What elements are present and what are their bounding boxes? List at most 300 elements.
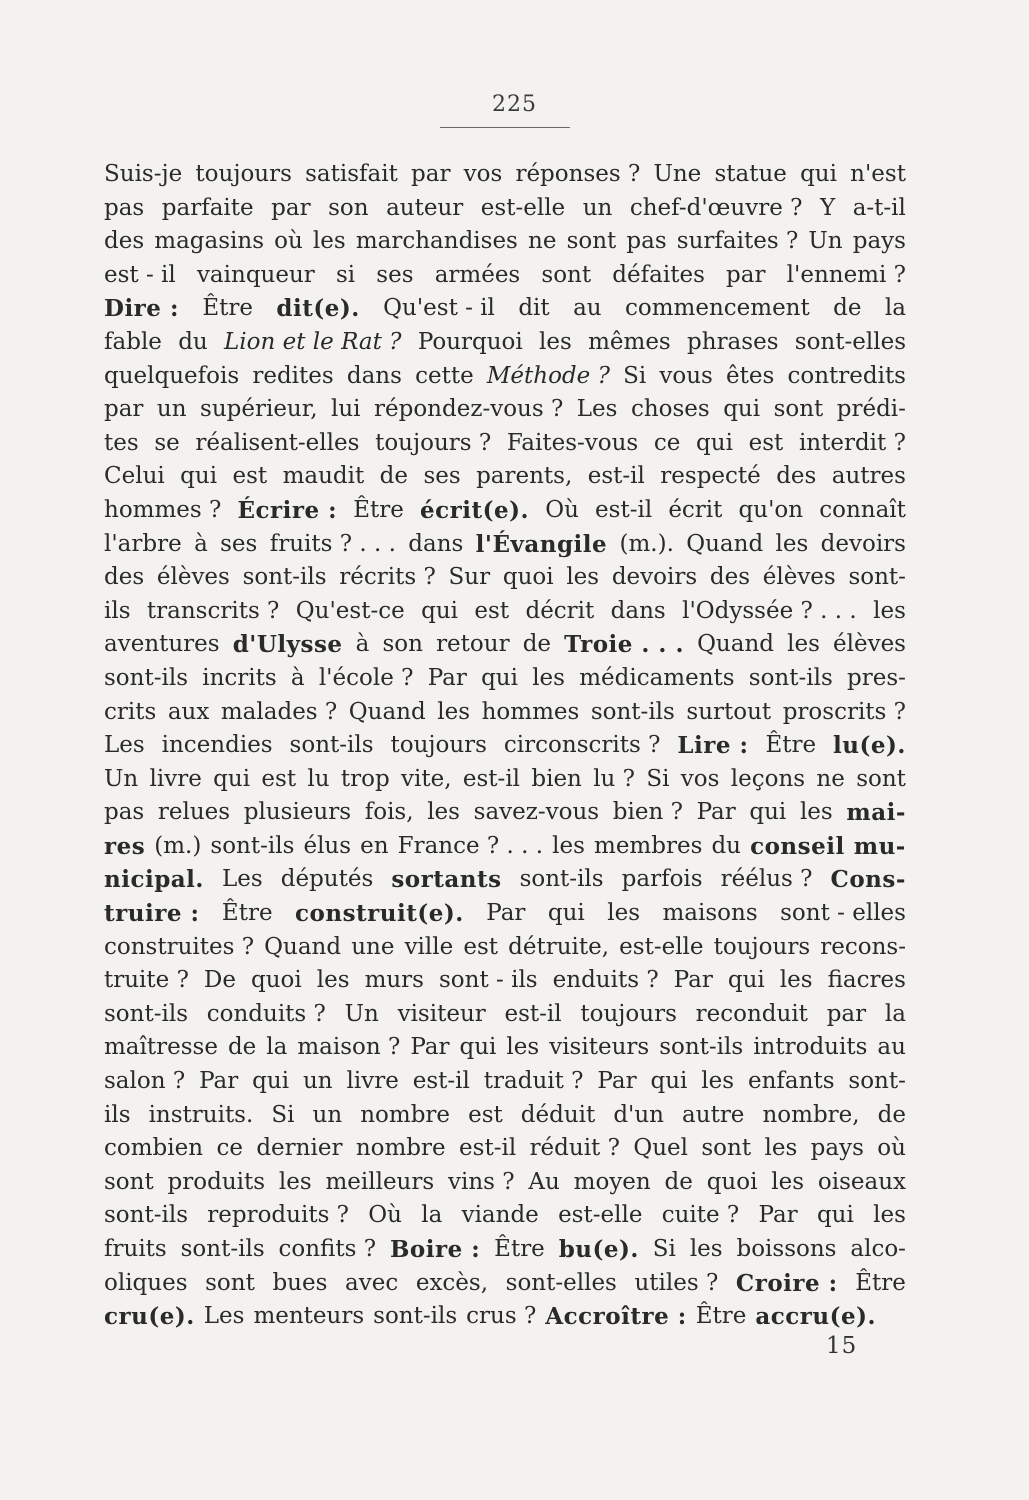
word: enduits ?	[552, 967, 659, 994]
word: incrits	[202, 664, 277, 691]
word: les	[312, 228, 346, 255]
word: res	[104, 832, 146, 860]
word: l'ennemi ?	[786, 261, 906, 288]
word: magasins	[154, 228, 264, 255]
word: sont-elles	[505, 1269, 617, 1296]
word: Être	[695, 1303, 747, 1330]
word: son	[328, 194, 369, 221]
word: des	[776, 463, 817, 490]
word: est-il	[462, 765, 521, 792]
word: Les	[104, 732, 145, 759]
word: aventures	[104, 631, 220, 658]
word: sont-	[848, 564, 906, 591]
word: leçons	[730, 765, 806, 792]
word: tes	[104, 429, 139, 456]
word: Au	[528, 1168, 560, 1195]
word: truite ?	[104, 967, 189, 994]
word: toujours	[390, 732, 487, 759]
word: commencement	[625, 295, 810, 322]
word: lu	[307, 765, 330, 792]
word: recons-	[820, 933, 906, 960]
word: Méthode ?	[486, 362, 610, 389]
word: (m.).	[619, 530, 674, 557]
word: vite,	[401, 765, 452, 792]
word: sont-elles	[794, 328, 906, 355]
text-line	[104, 1267, 906, 1301]
word: qui	[696, 429, 733, 456]
word: par	[104, 396, 144, 423]
word: cuite ?	[661, 1202, 740, 1229]
word: est-elle	[558, 1202, 643, 1229]
text-line	[104, 863, 906, 897]
word: Quel	[633, 1135, 688, 1162]
word: bues	[272, 1269, 328, 1296]
word: est	[261, 765, 297, 792]
word: sont-	[848, 1068, 906, 1095]
text-line	[104, 628, 906, 662]
word: choses	[630, 396, 710, 423]
text-line	[104, 796, 906, 830]
word: une	[351, 933, 395, 960]
word: excès,	[415, 1269, 489, 1296]
word: produits	[167, 1168, 266, 1195]
word: parfaite	[161, 194, 254, 221]
word: à	[194, 530, 208, 557]
word: Qu'est - il	[383, 295, 495, 322]
word: salon ?	[104, 1068, 186, 1095]
word: les	[787, 631, 820, 658]
word: par	[411, 161, 451, 187]
word: pas	[104, 799, 145, 826]
word: de	[833, 295, 862, 322]
word: devoirs	[820, 530, 906, 557]
word: les	[701, 1068, 735, 1095]
text-line	[104, 460, 906, 494]
text-line	[104, 931, 906, 965]
word: au	[573, 295, 602, 322]
word: Cons-	[830, 866, 906, 894]
word: circonscrits ?	[503, 732, 661, 759]
word: Faites-vous	[506, 429, 639, 456]
word: est	[232, 463, 268, 490]
word: êtes	[726, 362, 775, 389]
text-line	[104, 763, 906, 797]
word: Un	[104, 765, 139, 792]
word: sont-ils	[104, 1202, 188, 1229]
word: autres	[831, 463, 906, 490]
word: moyen	[573, 1168, 651, 1195]
word: les	[607, 900, 641, 927]
word: pays	[810, 1135, 864, 1162]
word: conduits ?	[206, 1000, 326, 1027]
word: pays	[852, 228, 906, 255]
word: est-il	[504, 1000, 562, 1027]
word: De	[203, 967, 236, 994]
word: réduit ?	[529, 1135, 620, 1162]
word: si	[335, 261, 356, 288]
word: boissons	[736, 1236, 837, 1262]
word: qui	[180, 463, 218, 490]
word: qui	[723, 396, 761, 423]
word: relues	[157, 799, 231, 826]
word: oliques	[104, 1269, 188, 1296]
word: Quand	[697, 631, 774, 658]
text-line	[104, 326, 906, 360]
word: vos	[463, 161, 503, 187]
word: les	[427, 799, 460, 826]
word: Être	[221, 900, 273, 927]
word: aux	[167, 698, 210, 725]
word: sont-ils	[180, 1236, 265, 1262]
word: où	[274, 228, 303, 255]
word: sont-ils	[289, 732, 374, 759]
word: Troie . . .	[564, 631, 684, 659]
word: maîtresse	[104, 1034, 218, 1061]
word: maison ?	[297, 1034, 401, 1061]
word: au	[877, 1034, 906, 1061]
word: truire :	[104, 900, 200, 928]
text-line	[104, 158, 906, 192]
word: qui	[481, 664, 518, 691]
word: viande	[461, 1202, 539, 1229]
word: alco-	[850, 1236, 906, 1262]
word: dernier	[256, 1135, 343, 1162]
word: menteurs	[253, 1303, 365, 1330]
word: fruits ? . . .	[269, 530, 396, 557]
text-line	[104, 259, 906, 293]
word: l'école ?	[318, 664, 414, 691]
word: conseil	[750, 832, 845, 860]
word: (m.)	[154, 832, 202, 859]
word: toujours	[195, 161, 292, 187]
word: sont-ils	[748, 664, 833, 691]
word: les	[278, 1168, 312, 1195]
word: sont	[773, 396, 824, 423]
word: réalisent-elles	[195, 429, 360, 456]
word: Être	[494, 1236, 545, 1262]
word: pas	[104, 194, 145, 221]
word: d'Ulysse	[232, 631, 343, 659]
word: Où	[368, 1202, 402, 1229]
word: par	[826, 1000, 867, 1027]
word: mu-	[853, 832, 906, 860]
word: où	[877, 1135, 906, 1162]
word: la	[266, 1034, 288, 1061]
word: transcrits ?	[146, 597, 280, 624]
word: Écrire :	[237, 496, 338, 524]
text-line	[104, 393, 906, 427]
word: Dire :	[104, 295, 179, 323]
word: d'un	[613, 1101, 664, 1128]
word: dans	[408, 530, 464, 557]
word: les	[873, 597, 906, 624]
word: est	[463, 933, 499, 960]
word: utiles ?	[634, 1269, 719, 1296]
word: Par	[199, 1068, 239, 1095]
word: répondez-vous ?	[374, 396, 564, 423]
word: réponses ?	[515, 161, 641, 187]
text-line	[104, 964, 906, 998]
word: Les	[203, 1303, 245, 1330]
word: connaît	[819, 496, 906, 523]
word: Si	[271, 1101, 295, 1128]
word: redites	[252, 362, 334, 389]
word: Par	[410, 1034, 450, 1061]
word: toujours ?	[375, 429, 492, 456]
word: les	[532, 664, 565, 691]
word: la	[884, 1000, 906, 1027]
word: nicipal.	[104, 866, 204, 894]
text-line	[104, 830, 906, 864]
word: fois,	[364, 799, 414, 826]
word: récrits ?	[339, 564, 436, 591]
word: Une	[653, 161, 702, 187]
word: sont	[205, 1269, 255, 1296]
word: qui	[252, 1068, 290, 1095]
word: maisons	[662, 900, 758, 927]
word: de	[227, 1034, 257, 1061]
text-line	[104, 696, 906, 730]
word: qui	[547, 900, 585, 927]
word: avec	[345, 1269, 399, 1296]
word: supérieur,	[200, 396, 318, 423]
word: pres-	[847, 664, 906, 691]
word: membres	[594, 832, 703, 859]
word: détruite,	[508, 933, 610, 960]
word: maudit	[282, 463, 365, 490]
word: lu(e).	[833, 732, 906, 760]
word: construites ?	[104, 933, 255, 960]
word: ils	[104, 1101, 131, 1128]
word: les	[799, 799, 833, 826]
word: proscrits ?	[782, 698, 906, 725]
text-line	[104, 998, 906, 1032]
word: Les	[221, 866, 263, 893]
word: par	[726, 261, 766, 288]
word: Par	[486, 900, 526, 927]
word: à	[355, 631, 370, 658]
word: l'arbre	[104, 530, 182, 557]
word: sont-ils	[242, 564, 327, 591]
word: un	[156, 396, 187, 423]
word: nombre,	[762, 1101, 860, 1128]
word: Être	[202, 295, 253, 322]
word: sont	[104, 1168, 154, 1195]
word: ne	[816, 765, 845, 792]
word: qui	[749, 799, 787, 826]
word: est	[468, 1101, 503, 1128]
word: sont-ils	[104, 1000, 188, 1027]
word: qui	[459, 1034, 497, 1061]
word: défaites	[612, 261, 705, 288]
word: n'est	[850, 161, 906, 187]
word: du	[711, 832, 741, 859]
word: nombre	[355, 1135, 446, 1162]
word: toujours	[580, 1000, 677, 1027]
word: qui	[800, 161, 837, 187]
word: armées	[434, 261, 521, 288]
word: Si	[652, 1236, 676, 1262]
word: a-t-il	[852, 194, 906, 221]
text-line	[104, 1233, 906, 1267]
word: Si	[623, 362, 647, 389]
word: ses	[423, 463, 461, 490]
word: sont-ils	[519, 866, 604, 893]
word: l'Évangile	[475, 530, 608, 558]
word: Être	[855, 1269, 906, 1296]
word: écrit(e).	[420, 496, 530, 524]
word: les	[566, 564, 600, 591]
word: sont	[566, 228, 617, 255]
word: Sur	[448, 564, 491, 591]
word: Pourquoi	[417, 328, 523, 355]
word: un	[312, 1101, 343, 1128]
word: sont-ils	[104, 664, 188, 691]
text-line	[104, 595, 906, 629]
word: retour	[436, 631, 510, 658]
word: parents,	[476, 463, 573, 490]
word: accru(e).	[755, 1303, 877, 1331]
word: médicaments	[579, 664, 735, 691]
word: dit(e).	[276, 295, 360, 323]
word: toujours	[713, 933, 811, 960]
word: bien ?	[612, 799, 683, 826]
word: traduit ?	[483, 1068, 584, 1095]
text-line	[104, 1300, 906, 1334]
word: phrases	[687, 328, 779, 355]
word: quelquefois	[104, 362, 240, 389]
word: malades ?	[220, 698, 338, 725]
word: incendies	[161, 732, 273, 759]
word: les	[539, 328, 572, 355]
word: élèves	[156, 564, 230, 591]
word: surtout	[686, 698, 772, 725]
word: écrit	[668, 496, 723, 523]
word: Quand	[686, 530, 764, 557]
word: statue	[714, 161, 787, 187]
word: Être	[765, 732, 817, 759]
word: qui	[213, 765, 251, 792]
word: sont-ils	[373, 1303, 458, 1330]
text-line	[104, 897, 906, 931]
word: les	[437, 698, 471, 725]
word: sont	[856, 765, 906, 792]
word: lui	[331, 396, 361, 423]
word: mai-	[846, 799, 906, 827]
word: visiteur	[397, 1000, 486, 1027]
text-line	[104, 1132, 906, 1166]
word: respecté	[660, 463, 761, 490]
word: pas	[626, 228, 667, 255]
word: qui	[650, 1068, 688, 1095]
word: plusieurs	[243, 799, 352, 826]
word: savez-vous	[473, 799, 600, 826]
word: ses	[376, 261, 414, 288]
word: enfants	[747, 1068, 835, 1095]
word: sont - ils	[439, 967, 538, 994]
text-line	[104, 427, 906, 461]
word: sont-ils	[590, 698, 675, 725]
word: Quand	[348, 698, 426, 725]
word: autre	[682, 1101, 745, 1128]
word: qu'on	[738, 496, 804, 523]
word: élus	[303, 832, 352, 859]
word: bu(e).	[558, 1236, 639, 1263]
word: Par	[597, 1068, 637, 1095]
text-line	[104, 561, 906, 595]
word: parfois	[621, 866, 703, 893]
word: dit	[518, 295, 550, 322]
word: un	[582, 194, 613, 221]
word: satisfait	[305, 161, 398, 187]
word: sont	[701, 1135, 752, 1162]
word: surfaites ?	[676, 228, 799, 255]
word: Par	[696, 799, 736, 826]
word: est - il	[104, 261, 176, 288]
word: les	[552, 832, 585, 859]
word: son	[382, 631, 423, 658]
word: qui	[727, 967, 765, 994]
word: fruits	[104, 1236, 167, 1262]
word: un	[302, 1068, 333, 1095]
word: sont-ils	[659, 1034, 744, 1061]
word: est-elle	[480, 194, 566, 221]
word: meilleurs	[325, 1168, 435, 1195]
word: est	[748, 429, 784, 456]
body-text	[104, 158, 906, 1334]
word: Lion et le Rat ?	[224, 328, 402, 355]
word: les	[771, 1168, 805, 1195]
word: sont	[541, 261, 592, 288]
word: chef-d'œuvre ?	[629, 194, 803, 221]
word: visiteurs	[549, 1034, 650, 1061]
word: de	[877, 1101, 906, 1128]
word: les	[873, 1202, 906, 1229]
word: contredits	[787, 362, 906, 389]
text-line	[104, 494, 906, 528]
word: de	[664, 1168, 693, 1195]
word: nombre	[360, 1101, 451, 1128]
word: devoirs	[611, 564, 698, 591]
word: quoi	[706, 1168, 758, 1195]
word: décrit	[525, 597, 595, 624]
word: dans	[346, 362, 402, 389]
word: de	[379, 463, 409, 490]
word: Boire :	[389, 1236, 481, 1263]
word: des	[104, 564, 145, 591]
word: Par	[673, 967, 713, 994]
word: murs	[364, 967, 424, 994]
word: oiseaux	[817, 1168, 906, 1195]
word: députés	[280, 866, 374, 893]
word: ce	[653, 429, 681, 456]
word: ne	[528, 228, 557, 255]
word: réélus ?	[720, 866, 813, 893]
word: trop	[340, 765, 390, 792]
word: l'Odyssée ? . . .	[682, 597, 857, 624]
word: France ? . . .	[397, 832, 544, 859]
word: Qu'est-ce	[295, 597, 405, 624]
text-line	[104, 292, 906, 326]
word: vainqueur	[196, 261, 315, 288]
word: Quand	[264, 933, 342, 960]
text-line	[104, 1065, 906, 1099]
word: construit(e).	[295, 900, 464, 928]
word: fiacres	[827, 967, 906, 994]
text-line	[104, 360, 906, 394]
word: Suis-je	[104, 161, 183, 187]
word: est	[474, 597, 510, 624]
